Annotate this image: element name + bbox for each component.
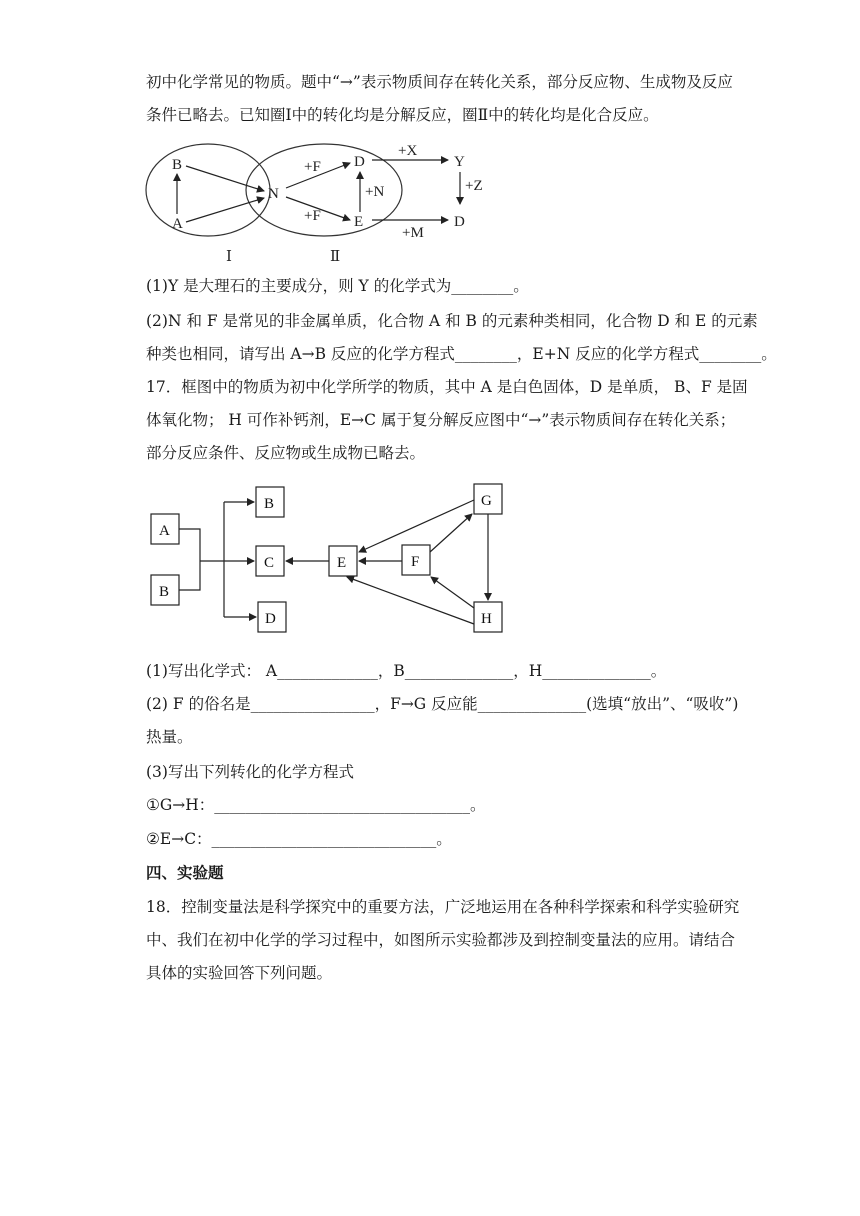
arrow-a-to-n xyxy=(186,198,264,222)
q18-line-3: 具体的实验回答下列问题。 xyxy=(146,964,333,982)
svg-text:B: B xyxy=(264,496,275,512)
section-heading: 四、实验题 xyxy=(146,863,224,882)
q16-intro-line-1: 初中化学常见的物质。题中“→”表示物质间存在转化关系，部分反应物、生成物及反应 xyxy=(146,73,733,91)
box-b-top xyxy=(256,487,284,517)
node-n: N xyxy=(268,186,279,202)
svg-text:E: E xyxy=(337,555,347,571)
box-f xyxy=(402,545,430,575)
arrow-h-to-f xyxy=(431,577,474,608)
svg-text:D: D xyxy=(265,611,276,627)
q17-part-3: (3)写出下列转化的化学方程式 xyxy=(146,763,354,781)
q17-stem-line-2: 体氧化物； H 可作补钙剂，E→C 属于复分解反应图中“→”表示物质间存在转化关系； xyxy=(146,411,736,429)
q16-part-1: (1)Y 是大理石的主要成分，则 Y 的化学式为________。 xyxy=(146,277,529,295)
label-plus-f-top: +F xyxy=(304,159,321,175)
node-b: B xyxy=(172,157,183,173)
q16-part-2-line-1: (2)N 和 F 是常见的非金属单质，化合物 A 和 B 的元素种类相同，化合物 D 和 E 的元素 xyxy=(146,312,758,330)
box-g xyxy=(474,484,502,514)
q18-line-1: 18．控制变量法是科学探究中的重要方法，广泛地运用在各种科学探索和科学实验研究 xyxy=(146,898,740,916)
svg-text:A: A xyxy=(159,523,170,539)
svg-text:B: B xyxy=(159,584,170,600)
q16-intro-line-2: 条件已略去。已知圈Ⅰ中的转化均是分解反应，圈Ⅱ中的转化均是化合反应。 xyxy=(146,106,659,124)
svg-text:F: F xyxy=(411,554,420,570)
arrow-g-to-e xyxy=(359,500,474,552)
q17-stem-line-3: 部分反应条件、反应物或生成物已略去。 xyxy=(146,444,426,462)
q17-part-2-line-1: (2) F 的俗名是________________，F→G 反应能______________(选填“放出”、“吸收”) xyxy=(146,695,739,713)
node-d-right: D xyxy=(454,214,465,230)
arrow-f-to-g xyxy=(430,514,472,552)
svg-text:G: G xyxy=(481,493,492,509)
box-c xyxy=(256,546,284,576)
label-plus-m: +M xyxy=(402,225,424,241)
q17-box-diagram xyxy=(140,478,520,643)
q18-line-2: 中、我们在初中化学的学习过程中，如图所示实验都涉及到控制变量法的应用。请结合 xyxy=(146,931,736,949)
node-d: D xyxy=(354,154,365,170)
q17-part-3-item-2: ②E→C：_____________________________。 xyxy=(146,830,452,848)
arrow-h-to-e xyxy=(347,577,474,624)
node-y: Y xyxy=(454,154,465,170)
q17-part-3-item-1: ①G→H：_________________________________。 xyxy=(146,796,486,814)
label-plus-f-bottom: +F xyxy=(304,208,321,224)
label-plus-n: +N xyxy=(365,184,385,200)
q16-part-2-line-2: 种类也相同，请写出 A→B 反应的化学方程式________，E+N 反应的化学方程式________。 xyxy=(146,345,777,363)
svg-text:C: C xyxy=(264,555,275,571)
q17-stem-line-1: 17．框图中的物质为初中化学所学的物质，其中 A 是白色固体，D 是单质， B、F 是固 xyxy=(146,378,748,396)
box-h xyxy=(474,602,502,632)
circle-one xyxy=(146,144,270,236)
box-d xyxy=(258,602,286,632)
label-plus-x: +X xyxy=(398,143,418,159)
q17-part-1: (1)写出化学式： A_____________，B______________，H______________。 xyxy=(146,662,667,680)
node-a: A xyxy=(172,216,183,232)
q17-part-2-line-2: 热量。 xyxy=(146,728,193,746)
circle-two-label: Ⅱ xyxy=(330,249,341,265)
box-a xyxy=(151,514,179,544)
arrow-b-to-n xyxy=(186,166,264,191)
svg-text:H: H xyxy=(481,611,492,627)
q16-conversion-diagram xyxy=(140,138,500,268)
circle-one-label: Ⅰ xyxy=(226,249,232,265)
node-e: E xyxy=(354,214,364,230)
box-e xyxy=(329,546,357,576)
bracket-a-b xyxy=(179,502,224,617)
label-plus-z: +Z xyxy=(465,178,483,194)
box-b-left xyxy=(151,575,179,605)
